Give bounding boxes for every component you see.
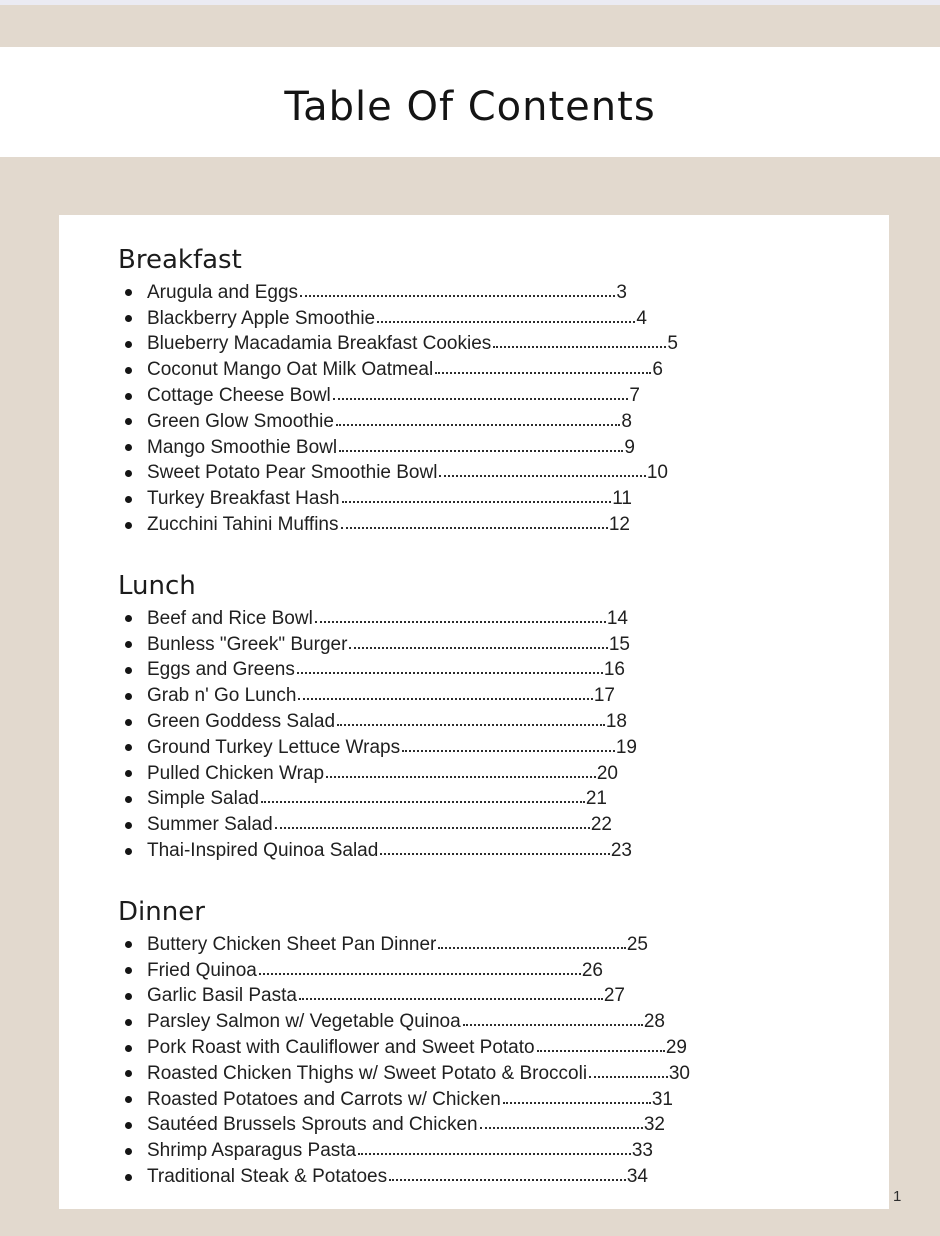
bullet-icon [125, 341, 132, 348]
dot-leader [336, 424, 621, 426]
entry-page-number: 11 [612, 488, 632, 510]
entry-page-number: 29 [665, 1037, 687, 1059]
contents-card [59, 215, 889, 1209]
toc-section [118, 245, 849, 538]
entry-title: Cottage Cheese Bowl [147, 385, 331, 407]
bullet-icon [125, 744, 132, 751]
entry-page-number: 20 [596, 762, 618, 784]
bullet-icon [125, 470, 132, 477]
dot-leader [463, 1024, 643, 1026]
toc-entry [125, 409, 849, 435]
page-number: 1 [893, 1188, 902, 1205]
page-title: Table Of Contents [284, 84, 656, 130]
bullet-icon [125, 393, 132, 400]
entry-page-number: 8 [621, 410, 632, 432]
dot-leader [589, 1076, 668, 1078]
dot-leader [275, 827, 590, 829]
toc-entry [125, 1009, 849, 1035]
entry-page-number: 25 [626, 933, 648, 955]
dot-leader [300, 295, 615, 297]
toc-entry [125, 306, 849, 332]
dot-leader [326, 776, 596, 778]
toc-entry [125, 1087, 849, 1113]
toc-entry [125, 383, 849, 409]
toc-entry [125, 486, 849, 512]
entry-title: Coconut Mango Oat Milk Oatmeal [147, 359, 434, 381]
dot-leader [435, 372, 651, 374]
toc-entry [125, 357, 849, 383]
toc-list [125, 606, 849, 864]
entry-title: Sweet Potato Pear Smoothie Bowl [147, 462, 438, 484]
entry-title: Green Glow Smoothie [147, 410, 334, 432]
entry-page-number: 22 [590, 814, 612, 836]
dot-leader [480, 1127, 643, 1129]
toc-entry [125, 658, 849, 684]
dot-leader [439, 475, 645, 477]
dot-leader [339, 450, 623, 452]
bullet-icon [125, 367, 132, 374]
entry-page-number: 23 [610, 840, 632, 862]
toc-list [125, 932, 849, 1190]
entry-title: Traditional Steak & Potatoes [147, 1166, 388, 1187]
dot-leader [358, 1153, 631, 1155]
toc-list [125, 280, 849, 538]
bullet-icon [125, 1019, 132, 1026]
entry-title: Pulled Chicken Wrap [147, 762, 325, 784]
toc-entry [125, 461, 849, 487]
bullet-icon [125, 1070, 132, 1077]
bullet-icon [125, 967, 132, 974]
bullet-icon [125, 315, 132, 322]
title-band [0, 47, 940, 157]
entry-title: Grab n' Go Lunch [147, 685, 297, 707]
entry-page-number: 12 [608, 514, 630, 536]
bullet-icon [125, 522, 132, 529]
toc-entry [125, 606, 849, 632]
entry-page-number: 5 [667, 333, 678, 355]
bullet-icon [125, 1045, 132, 1052]
toc-entry [125, 280, 849, 306]
toc-entry [125, 632, 849, 658]
entry-title: Sautéed Brussels Sprouts and Chicken [147, 1114, 478, 1136]
toc-entry [125, 1164, 849, 1190]
dot-leader [298, 698, 592, 700]
dot-leader [438, 947, 625, 949]
entry-title: Turkey Breakfast Hash [147, 488, 340, 510]
section-heading: Lunch [118, 570, 196, 601]
toc-entry [125, 1035, 849, 1061]
dot-leader [333, 398, 629, 400]
dot-leader [342, 501, 612, 503]
entry-page-number: 10 [646, 462, 668, 484]
dot-leader [389, 1179, 626, 1181]
entry-page-number: 7 [629, 385, 640, 407]
entry-title: Blackberry Apple Smoothie [147, 307, 376, 329]
entry-title: Zucchini Tahini Muffins [147, 514, 339, 536]
toc-entry [125, 812, 849, 838]
entry-title: Arugula and Eggs [147, 281, 299, 303]
toc-entry [125, 1061, 849, 1087]
dot-leader [297, 672, 603, 674]
toc-entry [125, 787, 849, 813]
toc-entry [125, 435, 849, 461]
entry-page-number: 28 [643, 1011, 665, 1033]
dot-leader [261, 801, 585, 803]
entry-title: Green Goddess Salad [147, 711, 336, 733]
toc-entry [125, 761, 849, 787]
entry-page-number: 16 [603, 659, 625, 681]
dot-leader [259, 973, 581, 975]
entry-title: Simple Salad [147, 788, 259, 810]
entry-title: Thai-Inspired Quinoa Salad [147, 840, 379, 862]
entry-title: Roasted Chicken Thighs w/ Sweet Potato & Broccoli [147, 1062, 588, 1084]
entry-page-number: 32 [643, 1114, 665, 1136]
bullet-icon [125, 796, 132, 803]
toc-entry [125, 332, 849, 358]
bullet-icon [125, 641, 132, 648]
entry-page-number: 19 [615, 736, 637, 758]
toc-entry [125, 512, 849, 538]
entry-page-number: 4 [636, 307, 647, 329]
bullet-icon [125, 822, 132, 829]
toc-sections [118, 245, 849, 1190]
bullet-icon [125, 693, 132, 700]
bullet-icon [125, 289, 132, 296]
entry-title: Buttery Chicken Sheet Pan Dinner [147, 933, 437, 955]
entry-title: Parsley Salmon w/ Vegetable Quinoa [147, 1011, 461, 1033]
toc-entry [125, 1138, 849, 1164]
toc-section [118, 897, 849, 1190]
entry-page-number: 3 [616, 281, 627, 303]
dot-leader [315, 621, 606, 623]
bullet-icon [125, 615, 132, 622]
section-heading: Breakfast [118, 245, 242, 275]
entry-page-number: 14 [606, 607, 628, 629]
bullet-icon [125, 993, 132, 1000]
entry-page-number: 17 [593, 685, 615, 707]
dot-leader [341, 527, 608, 529]
section-heading: Dinner [118, 896, 205, 927]
entry-page-number: 21 [585, 788, 607, 810]
toc-entry [125, 932, 849, 958]
dot-leader [377, 321, 635, 323]
bullet-icon [125, 444, 132, 451]
window-top-strip [0, 0, 940, 5]
dot-leader [337, 724, 605, 726]
entry-title: Ground Turkey Lettuce Wraps [147, 736, 401, 758]
entry-title: Mango Smoothie Bowl [147, 436, 338, 458]
entry-page-number: 9 [624, 436, 635, 458]
toc-entry [125, 984, 849, 1010]
entry-title: Eggs and Greens [147, 659, 295, 681]
dot-leader [299, 998, 603, 1000]
dot-leader [349, 647, 607, 649]
entry-title: Blueberry Macadamia Breakfast Cookies [147, 333, 492, 355]
entry-page-number: 18 [605, 711, 627, 733]
entry-title: Garlic Basil Pasta [147, 985, 297, 1007]
bullet-icon [125, 848, 132, 855]
entry-page-number: 34 [626, 1166, 648, 1187]
bullet-icon [125, 418, 132, 425]
toc-entry [125, 838, 849, 864]
entry-title: Pork Roast with Cauliflower and Sweet Potato [147, 1037, 535, 1059]
toc-entry [125, 709, 849, 735]
entry-page-number: 31 [651, 1088, 673, 1110]
bullet-icon [125, 496, 132, 503]
toc-entry [125, 958, 849, 984]
bullet-icon [125, 1174, 132, 1181]
entry-title: Fried Quinoa [147, 959, 257, 981]
entry-title: Summer Salad [147, 814, 273, 836]
dot-leader [537, 1050, 665, 1052]
entry-page-number: 26 [581, 959, 603, 981]
toc-section [118, 571, 849, 864]
bullet-icon [125, 1148, 132, 1155]
entry-title: Beef and Rice Bowl [147, 607, 313, 629]
bullet-icon [125, 941, 132, 948]
entry-title: Bunless "Greek" Burger [147, 633, 348, 655]
bullet-icon [125, 1122, 132, 1129]
entry-title: Shrimp Asparagus Pasta [147, 1140, 357, 1162]
entry-page-number: 30 [668, 1062, 690, 1084]
entry-page-number: 27 [603, 985, 625, 1007]
bullet-icon [125, 1096, 132, 1103]
dot-leader [493, 346, 666, 348]
dot-leader [380, 853, 610, 855]
entry-title: Roasted Potatoes and Carrots w/ Chicken [147, 1088, 501, 1110]
toc-entry [125, 683, 849, 709]
entry-page-number: 15 [608, 633, 630, 655]
toc-entry [125, 1113, 849, 1139]
toc-entry [125, 735, 849, 761]
entry-page-number: 33 [631, 1140, 653, 1162]
bullet-icon [125, 770, 132, 777]
entry-page-number: 6 [652, 359, 663, 381]
bullet-icon [125, 719, 132, 726]
dot-leader [402, 750, 615, 752]
dot-leader [503, 1102, 651, 1104]
bullet-icon [125, 667, 132, 674]
